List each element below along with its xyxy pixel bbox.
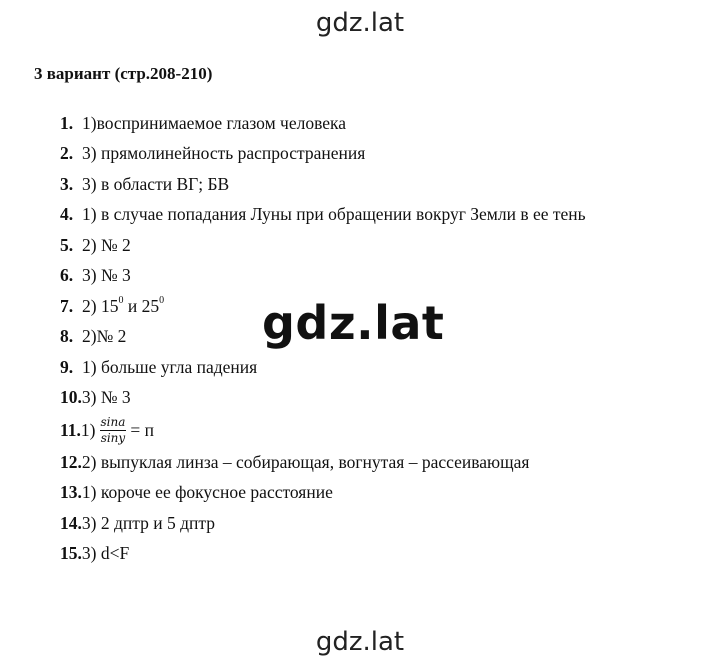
watermark-bottom: gdz.lat — [315, 627, 405, 657]
answer-number: 4. — [60, 204, 74, 225]
answer-item-9 — [60, 352, 586, 383]
answer-number: 13. — [60, 482, 82, 503]
answer-text: 1) больше угла падения — [82, 356, 258, 377]
answer-number: 9. — [60, 356, 74, 377]
answer-number: 12. — [60, 451, 82, 472]
fraction — [100, 416, 127, 445]
answer-text — [82, 295, 164, 317]
answer-item-5 — [60, 230, 586, 261]
answer-item-14 — [60, 508, 586, 539]
answer-item-11 — [60, 413, 586, 447]
answer-number: 1. — [60, 112, 74, 133]
variant-heading: 3 вариант (стр.208-210) — [34, 64, 213, 83]
answer-item-10 — [60, 383, 586, 414]
answer-item-12 — [60, 447, 586, 478]
answer-text-middle: и 25 — [123, 296, 160, 317]
answer-number: 15. — [60, 543, 82, 564]
answer-text: 2) выпуклая линза – собирающая, вогнутая – рассеивающая — [81, 451, 530, 472]
answer-number: 11. — [60, 419, 81, 440]
answer-text: 3) в области ВГ; БВ — [82, 173, 230, 194]
answer-item-4 — [60, 200, 586, 231]
answer-text-prefix: 1) — [80, 419, 96, 440]
answer-item-1 — [60, 108, 586, 139]
answer-text: 3) прямолинейность распространения — [82, 143, 366, 164]
answer-text: 2)№ 2 — [82, 326, 127, 347]
answer-number: 8. — [60, 326, 74, 347]
answer-text: 1)воспринимаемое глазом человека — [82, 112, 347, 133]
degree-superscript: 0 — [118, 295, 124, 307]
answer-item-13 — [60, 478, 586, 509]
answer-text-prefix: 2) 15 — [82, 296, 119, 317]
answer-item-6 — [60, 261, 586, 292]
answer-text: 3) № 3 — [81, 387, 131, 408]
watermark-middle: gdz.lat — [262, 296, 445, 350]
answer-text: 3) 2 дптр и 5 дптр — [81, 512, 215, 533]
answer-item-15 — [60, 539, 586, 570]
answer-item-3 — [60, 169, 586, 200]
fraction-denominator: siny — [100, 430, 126, 445]
answer-text: 2) № 2 — [82, 234, 131, 255]
watermark-top: gdz.lat — [315, 8, 405, 38]
answer-text-suffix: = п — [130, 419, 155, 440]
answer-number: 6. — [60, 265, 74, 286]
answer-text: 3) d<F — [81, 543, 130, 564]
answer-number: 14. — [60, 512, 82, 533]
answer-number: 2. — [60, 143, 74, 164]
answer-text: 1) короче ее фокусное расстояние — [81, 482, 333, 503]
answer-number: 10. — [60, 387, 82, 408]
answer-text: 3) № 3 — [82, 265, 131, 286]
degree-superscript: 0 — [159, 295, 165, 307]
answer-text: 1) в случае попадания Луны при обращении вокруг Земли в ее тень — [82, 204, 586, 225]
answer-number: 3. — [60, 173, 74, 194]
answer-number: 7. — [60, 295, 74, 316]
answer-number: 5. — [60, 234, 74, 255]
answer-item-2 — [60, 139, 586, 170]
fraction-numerator: sina — [100, 414, 126, 429]
